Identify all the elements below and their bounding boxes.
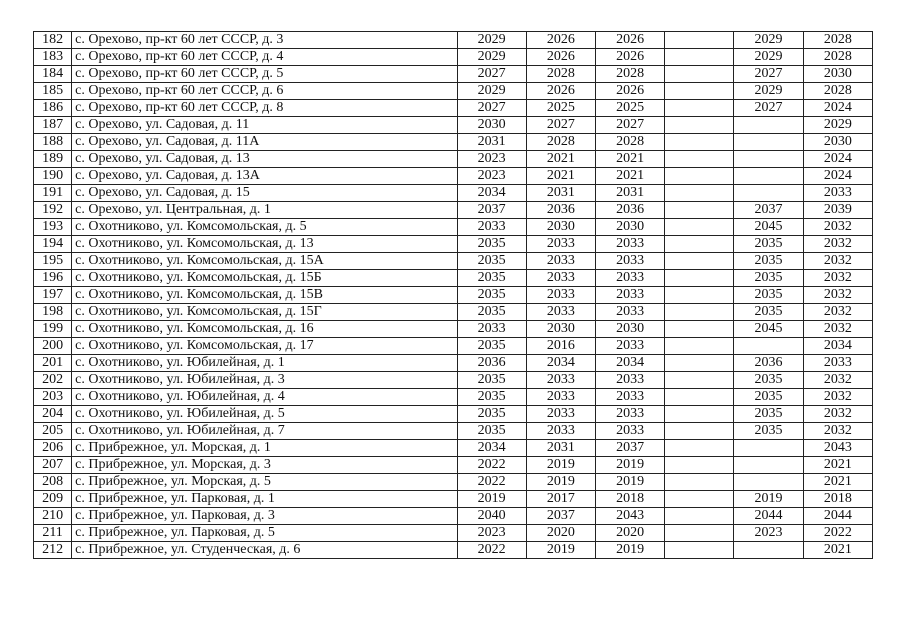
address-cell: с. Орехово, пр-кт 60 лет СССР, д. 5: [72, 66, 457, 83]
table-row: [34, 338, 873, 355]
year-cell: 2035: [457, 287, 526, 304]
year-cell: 2031: [526, 440, 595, 457]
table-body: [34, 32, 873, 559]
row-number: 205: [34, 423, 72, 440]
year-cell: [665, 270, 734, 287]
year-cell: 2031: [526, 185, 595, 202]
row-number: 207: [34, 457, 72, 474]
year-cell: 2026: [595, 32, 664, 49]
year-cell: 2019: [595, 474, 664, 491]
year-cell: 2019: [595, 457, 664, 474]
table-row: [34, 423, 873, 440]
housing-schedule-table: [33, 31, 873, 559]
year-cell: [665, 423, 734, 440]
row-number: 185: [34, 83, 72, 100]
year-cell: 2032: [803, 372, 872, 389]
address-cell: с. Охотниково, ул. Комсомольская, д. 15В: [72, 287, 457, 304]
table-row: [34, 491, 873, 508]
address-cell: с. Охотниково, ул. Юбилейная, д. 3: [72, 372, 457, 389]
year-cell: 2032: [803, 321, 872, 338]
table-row: [34, 508, 873, 525]
year-cell: [665, 168, 734, 185]
address-cell: с. Прибрежное, ул. Морская, д. 5: [72, 474, 457, 491]
year-cell: [734, 542, 803, 559]
year-cell: [665, 355, 734, 372]
address-cell: с. Охотниково, ул. Юбилейная, д. 1: [72, 355, 457, 372]
year-cell: 2033: [595, 270, 664, 287]
year-cell: [665, 474, 734, 491]
year-cell: 2023: [457, 525, 526, 542]
table-row: [34, 49, 873, 66]
row-number: 200: [34, 338, 72, 355]
year-cell: 2037: [734, 202, 803, 219]
table-row: [34, 32, 873, 49]
year-cell: 2033: [595, 304, 664, 321]
year-cell: 2032: [803, 219, 872, 236]
table-row: [34, 321, 873, 338]
year-cell: 2022: [803, 525, 872, 542]
year-cell: 2032: [803, 253, 872, 270]
address-cell: с. Прибрежное, ул. Парковая, д. 3: [72, 508, 457, 525]
year-cell: 2028: [803, 83, 872, 100]
year-cell: 2031: [595, 185, 664, 202]
address-cell: с. Охотниково, ул. Комсомольская, д. 17: [72, 338, 457, 355]
year-cell: 2033: [526, 406, 595, 423]
row-number: 212: [34, 542, 72, 559]
year-cell: [665, 202, 734, 219]
year-cell: 2021: [595, 151, 664, 168]
year-cell: 2035: [734, 253, 803, 270]
year-cell: 2018: [595, 491, 664, 508]
year-cell: 2034: [526, 355, 595, 372]
year-cell: 2043: [803, 440, 872, 457]
table-row: [34, 440, 873, 457]
table-row: [34, 134, 873, 151]
address-cell: с. Орехово, ул. Садовая, д. 15: [72, 185, 457, 202]
year-cell: 2032: [803, 423, 872, 440]
year-cell: 2033: [526, 304, 595, 321]
year-cell: [734, 117, 803, 134]
year-cell: 2027: [734, 100, 803, 117]
table-row: [34, 83, 873, 100]
year-cell: 2029: [803, 117, 872, 134]
year-cell: 2028: [803, 49, 872, 66]
address-cell: с. Охотниково, ул. Юбилейная, д. 5: [72, 406, 457, 423]
year-cell: 2022: [457, 542, 526, 559]
year-cell: 2035: [734, 406, 803, 423]
table-row: [34, 151, 873, 168]
table-row: [34, 168, 873, 185]
year-cell: 2033: [526, 236, 595, 253]
year-cell: [665, 185, 734, 202]
row-number: 197: [34, 287, 72, 304]
address-cell: с. Прибрежное, ул. Морская, д. 1: [72, 440, 457, 457]
year-cell: 2030: [595, 219, 664, 236]
row-number: 201: [34, 355, 72, 372]
year-cell: 2025: [526, 100, 595, 117]
year-cell: 2021: [803, 474, 872, 491]
table-row: [34, 525, 873, 542]
year-cell: 2033: [526, 287, 595, 304]
row-number: 209: [34, 491, 72, 508]
row-number: 184: [34, 66, 72, 83]
year-cell: 2036: [457, 355, 526, 372]
year-cell: 2020: [595, 525, 664, 542]
address-cell: с. Охотниково, ул. Комсомольская, д. 5: [72, 219, 457, 236]
year-cell: [734, 168, 803, 185]
year-cell: 2023: [734, 525, 803, 542]
year-cell: 2029: [734, 49, 803, 66]
year-cell: 2032: [803, 236, 872, 253]
year-cell: 2035: [457, 389, 526, 406]
year-cell: 2033: [803, 355, 872, 372]
row-number: 203: [34, 389, 72, 406]
table-row: [34, 355, 873, 372]
row-number: 193: [34, 219, 72, 236]
year-cell: 2045: [734, 219, 803, 236]
year-cell: 2032: [803, 304, 872, 321]
year-cell: 2019: [595, 542, 664, 559]
year-cell: 2022: [457, 474, 526, 491]
year-cell: 2033: [526, 423, 595, 440]
year-cell: 2037: [595, 440, 664, 457]
year-cell: [665, 406, 734, 423]
row-number: 198: [34, 304, 72, 321]
year-cell: 2029: [457, 49, 526, 66]
year-cell: 2033: [526, 372, 595, 389]
year-cell: 2029: [734, 32, 803, 49]
year-cell: 2035: [457, 372, 526, 389]
year-cell: [665, 151, 734, 168]
year-cell: 2035: [734, 287, 803, 304]
address-cell: с. Орехово, пр-кт 60 лет СССР, д. 4: [72, 49, 457, 66]
year-cell: 2030: [526, 321, 595, 338]
year-cell: 2040: [457, 508, 526, 525]
row-number: 188: [34, 134, 72, 151]
table-row: [34, 474, 873, 491]
row-number: 199: [34, 321, 72, 338]
year-cell: 2036: [595, 202, 664, 219]
year-cell: 2028: [526, 66, 595, 83]
year-cell: 2035: [734, 389, 803, 406]
address-cell: с. Охотниково, ул. Комсомольская, д. 16: [72, 321, 457, 338]
year-cell: [665, 457, 734, 474]
year-cell: 2036: [526, 202, 595, 219]
address-cell: с. Орехово, пр-кт 60 лет СССР, д. 3: [72, 32, 457, 49]
year-cell: 2034: [803, 338, 872, 355]
year-cell: 2034: [457, 185, 526, 202]
table-row: [34, 542, 873, 559]
year-cell: 2027: [526, 117, 595, 134]
year-cell: 2035: [734, 423, 803, 440]
address-cell: с. Орехово, ул. Центральная, д. 1: [72, 202, 457, 219]
year-cell: 2023: [457, 168, 526, 185]
address-cell: с. Орехово, ул. Садовая, д. 11: [72, 117, 457, 134]
table-row: [34, 372, 873, 389]
year-cell: 2022: [457, 457, 526, 474]
address-cell: с. Прибрежное, ул. Студенческая, д. 6: [72, 542, 457, 559]
year-cell: 2028: [803, 32, 872, 49]
year-cell: 2026: [595, 49, 664, 66]
table-row: [34, 219, 873, 236]
row-number: 192: [34, 202, 72, 219]
year-cell: [734, 440, 803, 457]
year-cell: 2035: [457, 423, 526, 440]
row-number: 208: [34, 474, 72, 491]
year-cell: 2035: [457, 236, 526, 253]
address-cell: с. Орехово, пр-кт 60 лет СССР, д. 8: [72, 100, 457, 117]
year-cell: 2034: [595, 355, 664, 372]
year-cell: 2030: [803, 134, 872, 151]
row-number: 186: [34, 100, 72, 117]
table-row: [34, 236, 873, 253]
year-cell: 2019: [734, 491, 803, 508]
year-cell: [665, 100, 734, 117]
address-cell: с. Прибрежное, ул. Парковая, д. 5: [72, 525, 457, 542]
row-number: 190: [34, 168, 72, 185]
year-cell: 2026: [595, 83, 664, 100]
year-cell: [734, 457, 803, 474]
year-cell: 2029: [734, 83, 803, 100]
year-cell: [665, 83, 734, 100]
year-cell: 2033: [526, 270, 595, 287]
year-cell: [665, 389, 734, 406]
year-cell: 2035: [734, 270, 803, 287]
table-row: [34, 457, 873, 474]
year-cell: 2035: [734, 372, 803, 389]
year-cell: 2021: [595, 168, 664, 185]
year-cell: [734, 134, 803, 151]
year-cell: 2029: [457, 83, 526, 100]
year-cell: 2023: [457, 151, 526, 168]
year-cell: [665, 32, 734, 49]
year-cell: 2033: [595, 338, 664, 355]
year-cell: 2035: [734, 304, 803, 321]
address-cell: с. Охотниково, ул. Юбилейная, д. 4: [72, 389, 457, 406]
row-number: 206: [34, 440, 72, 457]
row-number: 189: [34, 151, 72, 168]
year-cell: 2017: [526, 491, 595, 508]
row-number: 195: [34, 253, 72, 270]
row-number: 191: [34, 185, 72, 202]
row-number: 196: [34, 270, 72, 287]
year-cell: [734, 338, 803, 355]
year-cell: 2032: [803, 389, 872, 406]
year-cell: [665, 525, 734, 542]
year-cell: [665, 134, 734, 151]
year-cell: 2018: [803, 491, 872, 508]
year-cell: 2033: [457, 321, 526, 338]
year-cell: 2036: [734, 355, 803, 372]
year-cell: 2019: [526, 457, 595, 474]
year-cell: 2033: [595, 236, 664, 253]
year-cell: 2028: [595, 66, 664, 83]
year-cell: 2024: [803, 100, 872, 117]
table-row: [34, 253, 873, 270]
year-cell: 2032: [803, 406, 872, 423]
table-row: [34, 100, 873, 117]
year-cell: [734, 151, 803, 168]
row-number: 194: [34, 236, 72, 253]
year-cell: 2039: [803, 202, 872, 219]
address-cell: с. Прибрежное, ул. Морская, д. 3: [72, 457, 457, 474]
address-cell: с. Охотниково, ул. Комсомольская, д. 15Б: [72, 270, 457, 287]
year-cell: [665, 304, 734, 321]
year-cell: 2021: [803, 457, 872, 474]
year-cell: 2026: [526, 49, 595, 66]
year-cell: 2025: [595, 100, 664, 117]
year-cell: 2031: [457, 134, 526, 151]
year-cell: 2035: [734, 236, 803, 253]
year-cell: 2020: [526, 525, 595, 542]
year-cell: 2033: [803, 185, 872, 202]
year-cell: 2035: [457, 304, 526, 321]
year-cell: 2045: [734, 321, 803, 338]
year-cell: [665, 542, 734, 559]
table-row: [34, 304, 873, 321]
address-cell: с. Охотниково, ул. Комсомольская, д. 13: [72, 236, 457, 253]
year-cell: 2033: [526, 389, 595, 406]
address-cell: с. Орехово, ул. Садовая, д. 11А: [72, 134, 457, 151]
year-cell: 2044: [734, 508, 803, 525]
year-cell: 2033: [526, 253, 595, 270]
year-cell: 2026: [526, 83, 595, 100]
year-cell: [665, 440, 734, 457]
year-cell: 2033: [595, 287, 664, 304]
year-cell: 2035: [457, 338, 526, 355]
year-cell: [665, 66, 734, 83]
year-cell: 2030: [526, 219, 595, 236]
year-cell: 2033: [595, 423, 664, 440]
year-cell: 2019: [526, 474, 595, 491]
year-cell: 2019: [526, 542, 595, 559]
year-cell: 2033: [595, 253, 664, 270]
address-cell: с. Орехово, ул. Садовая, д. 13: [72, 151, 457, 168]
year-cell: 2019: [457, 491, 526, 508]
year-cell: 2030: [803, 66, 872, 83]
address-cell: с. Орехово, ул. Садовая, д. 13А: [72, 168, 457, 185]
row-number: 211: [34, 525, 72, 542]
year-cell: 2032: [803, 287, 872, 304]
year-cell: 2024: [803, 168, 872, 185]
year-cell: 2027: [595, 117, 664, 134]
year-cell: 2024: [803, 151, 872, 168]
year-cell: 2035: [457, 253, 526, 270]
table-row: [34, 389, 873, 406]
row-number: 182: [34, 32, 72, 49]
year-cell: [665, 372, 734, 389]
table-row: [34, 287, 873, 304]
year-cell: 2043: [595, 508, 664, 525]
year-cell: 2029: [457, 32, 526, 49]
year-cell: [734, 185, 803, 202]
year-cell: 2016: [526, 338, 595, 355]
year-cell: 2027: [457, 100, 526, 117]
table-row: [34, 202, 873, 219]
year-cell: 2021: [526, 168, 595, 185]
year-cell: [665, 219, 734, 236]
year-cell: [665, 338, 734, 355]
year-cell: [665, 508, 734, 525]
table-row: [34, 270, 873, 287]
year-cell: [665, 321, 734, 338]
row-number: 204: [34, 406, 72, 423]
year-cell: 2030: [595, 321, 664, 338]
year-cell: 2030: [457, 117, 526, 134]
year-cell: 2034: [457, 440, 526, 457]
year-cell: 2035: [457, 406, 526, 423]
year-cell: 2032: [803, 270, 872, 287]
row-number: 183: [34, 49, 72, 66]
year-cell: 2033: [595, 389, 664, 406]
year-cell: 2033: [595, 406, 664, 423]
year-cell: [665, 287, 734, 304]
year-cell: 2021: [803, 542, 872, 559]
address-cell: с. Охотниково, ул. Комсомольская, д. 15Г: [72, 304, 457, 321]
table-row: [34, 406, 873, 423]
year-cell: 2027: [457, 66, 526, 83]
year-cell: [734, 474, 803, 491]
row-number: 210: [34, 508, 72, 525]
year-cell: [665, 236, 734, 253]
address-cell: с. Прибрежное, ул. Парковая, д. 1: [72, 491, 457, 508]
year-cell: [665, 491, 734, 508]
year-cell: 2021: [526, 151, 595, 168]
year-cell: 2037: [457, 202, 526, 219]
year-cell: 2033: [457, 219, 526, 236]
year-cell: [665, 253, 734, 270]
year-cell: 2028: [526, 134, 595, 151]
address-cell: с. Охотниково, ул. Юбилейная, д. 7: [72, 423, 457, 440]
year-cell: 2026: [526, 32, 595, 49]
address-cell: с. Орехово, пр-кт 60 лет СССР, д. 6: [72, 83, 457, 100]
year-cell: [665, 49, 734, 66]
table-row: [34, 185, 873, 202]
table-row: [34, 117, 873, 134]
year-cell: 2028: [595, 134, 664, 151]
row-number: 187: [34, 117, 72, 134]
year-cell: 2037: [526, 508, 595, 525]
year-cell: [665, 117, 734, 134]
year-cell: 2035: [457, 270, 526, 287]
year-cell: 2033: [595, 372, 664, 389]
year-cell: 2027: [734, 66, 803, 83]
row-number: 202: [34, 372, 72, 389]
year-cell: 2044: [803, 508, 872, 525]
table-row: [34, 66, 873, 83]
address-cell: с. Охотниково, ул. Комсомольская, д. 15А: [72, 253, 457, 270]
